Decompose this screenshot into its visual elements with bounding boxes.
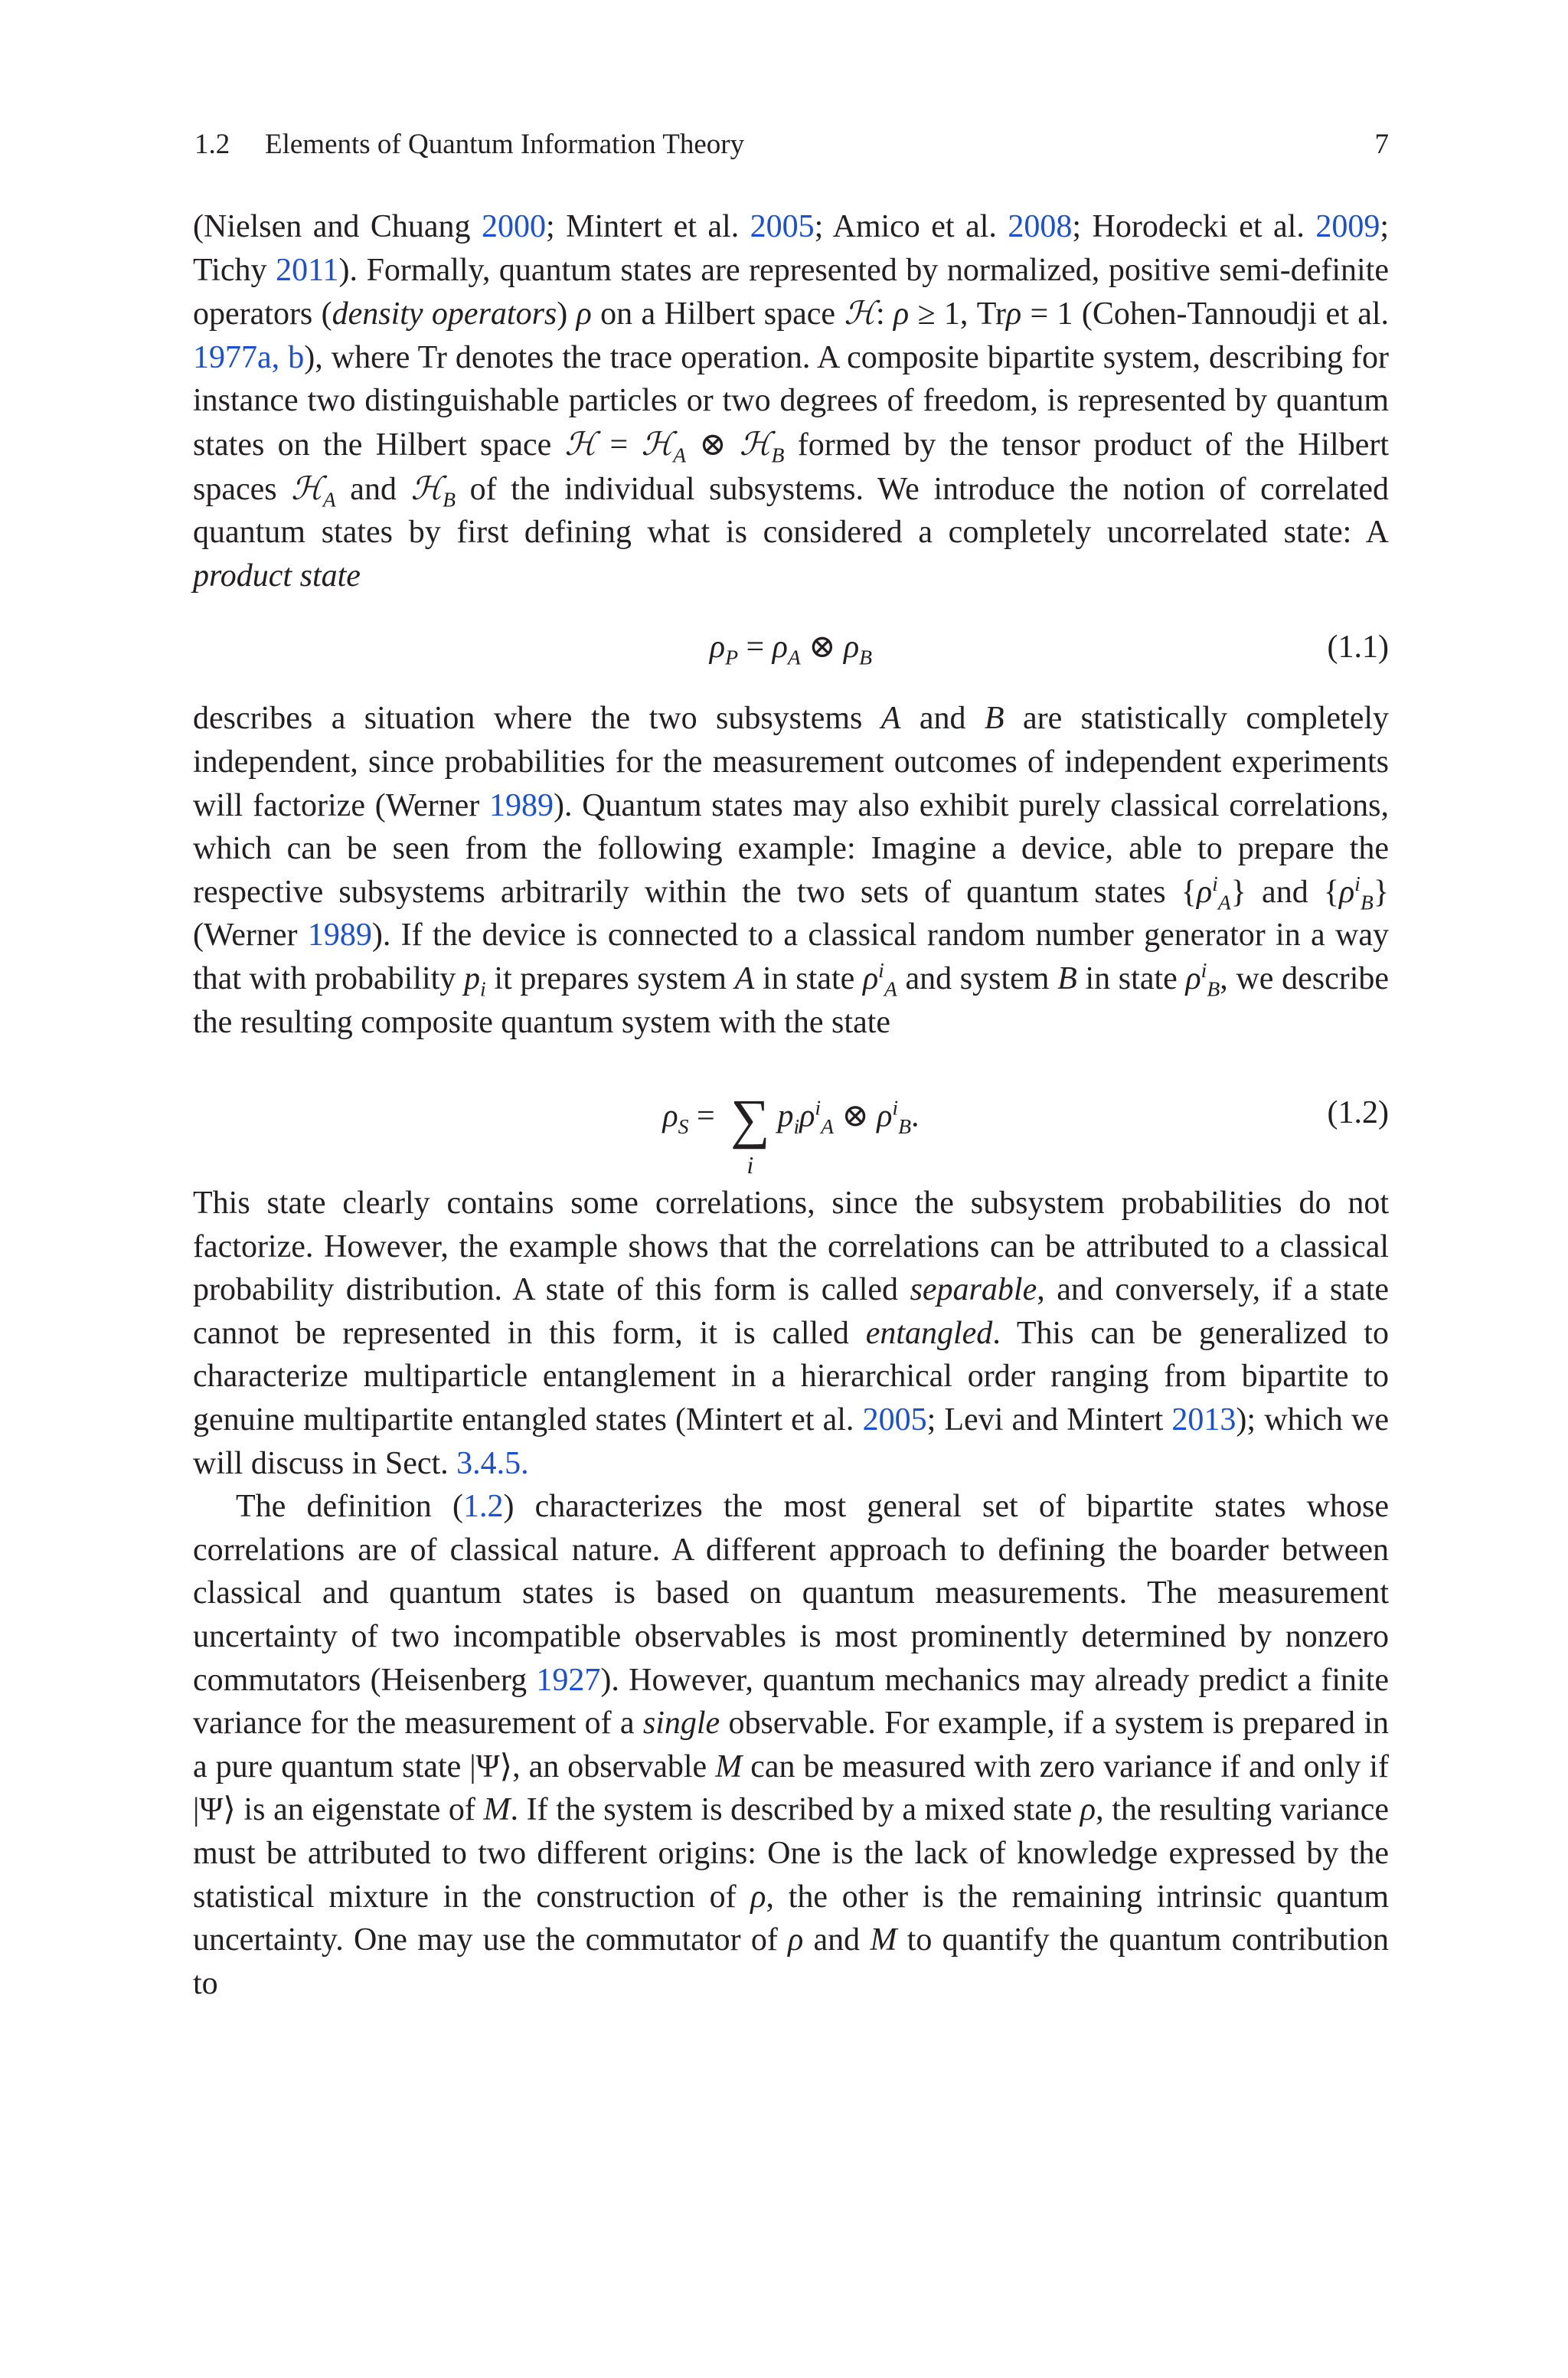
citation-link[interactable]: 2005 — [862, 1402, 927, 1438]
citation-link[interactable]: 2013 — [1171, 1402, 1236, 1438]
section-title: Elements of Quantum Information Theory — [265, 129, 745, 160]
citation-link[interactable]: 1989 — [488, 787, 554, 823]
paragraph-4: The definition (1.2) characterizes the most general set of bipartite states whose correlations are of classical nature. A different approach to defining the boarder between classical and quantum states is based on quantum measurements. The measurement uncertainty of two incompatible observables is most prominently determined by nonzero commutators (Heisenberg 1927). However, quantum mechanics may already predict a finite variance for the measurement of a single observable. For example, if a system is prepared in a pure quantum state |Ψ⟩, an observable M can be measured with zero variance if and only if |Ψ⟩ is an eigenstate of M. If the system is described by a mixed state ρ, the resulting variance must be attributed to two different origins: One is the lack of knowledge expressed by the statistical mixture in the construction of ρ, the other is the remaining intrinsic quantum uncertainty. One may use the commutator of ρ and M to quantify the quantum contribution to — [193, 1489, 1389, 2001]
citation-link[interactable]: 1989 — [307, 918, 372, 953]
section-number: 1.2 — [194, 129, 230, 160]
equation-1-2 — [193, 1044, 1389, 1182]
citation-link[interactable]: 1927 — [536, 1662, 601, 1698]
main-text — [193, 205, 1389, 2005]
equation-1-1 — [193, 597, 1389, 697]
equation-number: (1.2) — [1327, 1095, 1389, 1131]
paragraph-1: (Nielsen and Chuang 2000; Mintert et al. 2005; Amico et al. 2008; Horodecki et al. 2009; Tichy 2011). Formally, quantum states are represented by normalized, positive semi-definite operators (density operators) ρ on a Hilbert space ℋ: ρ ≥ 1, Trρ = 1 (Cohen-Tannoudji et al. 1977a, b), where Tr denotes the trace operation. A composite bipartite system, describing for instance two distinguishable particles or two degrees of freedom, is represented by quantum states on the Hilbert space ℋ = ℋ$_A$ ⊗ ℋ$_B$ formed by the tensor product of the Hilbert spaces ℋ$_A$ and ℋ$_B$ of the individual subsystems. We introduce the notion of correlated quantum states by first defining what is considered a completely uncorrelated state: A product state — [193, 209, 1390, 594]
equation-link[interactable]: 1.2 — [462, 1489, 504, 1525]
citation-link[interactable]: b — [288, 339, 305, 375]
paragraph-3: This state clearly contains some correlations, since the subsystem probabilities do not factorize. However, the example shows that the correlations can be attributed to a classical probability distribution. A state of this form is called separable, and conversely, if a state cannot be represented in this form, it is called entangled. This can be generalized to characterize multiparticle entanglement in a hierarchical order ranging from bipartite to genuine multipartite entangled states (Mintert et al. 2005; Levi and Mintert 2013); which we will discuss in Sect. 3.4.5. — [193, 1186, 1389, 1481]
equation-1-2-math: $\rho_S$ = ∑ i $p_i\rho^i_A$ ⊗ $\rho^i_B$. — [662, 1088, 920, 1179]
citation-link[interactable]: 1977a — [193, 339, 272, 375]
page-number: 7 — [1374, 129, 1389, 160]
citation-link[interactable]: 2000 — [482, 209, 546, 244]
citation-link[interactable]: 2008 — [1008, 209, 1073, 244]
paragraph-2: describes a situation where the two subsystems A and B are statistically completely independent, since probabilities for the measurement outcomes of independent experiments will factorize (Werner 1989). Quantum states may also exhibit purely classical correlations, which can be seen from the following example: Imagine a device, able to prepare the respective subsystems arbitrarily within the two sets of quantum states $\{\rho^i_A\}$ and $\{\rho^i_B\}$ (Werner 1989). If the device is connected to a classical random number generator in a way that with probability $p_i$ it prepares system A in state $\rho^i_A$ and system B in state $\rho^i_B$, we describe the resulting composite quantum system with the state — [193, 701, 1390, 1040]
section-link[interactable]: 3.4.5 — [456, 1445, 521, 1481]
citation-link[interactable]: 2005 — [750, 209, 815, 244]
running-head — [194, 126, 1389, 163]
citation-link[interactable]: 2011 — [276, 252, 339, 288]
equation-number: (1.1) — [1327, 630, 1389, 666]
citation-link[interactable]: 2009 — [1315, 209, 1380, 244]
equation-1-1-math: $\rho_P = \rho_A$ ⊗ $\rho_B$ — [709, 630, 873, 669]
